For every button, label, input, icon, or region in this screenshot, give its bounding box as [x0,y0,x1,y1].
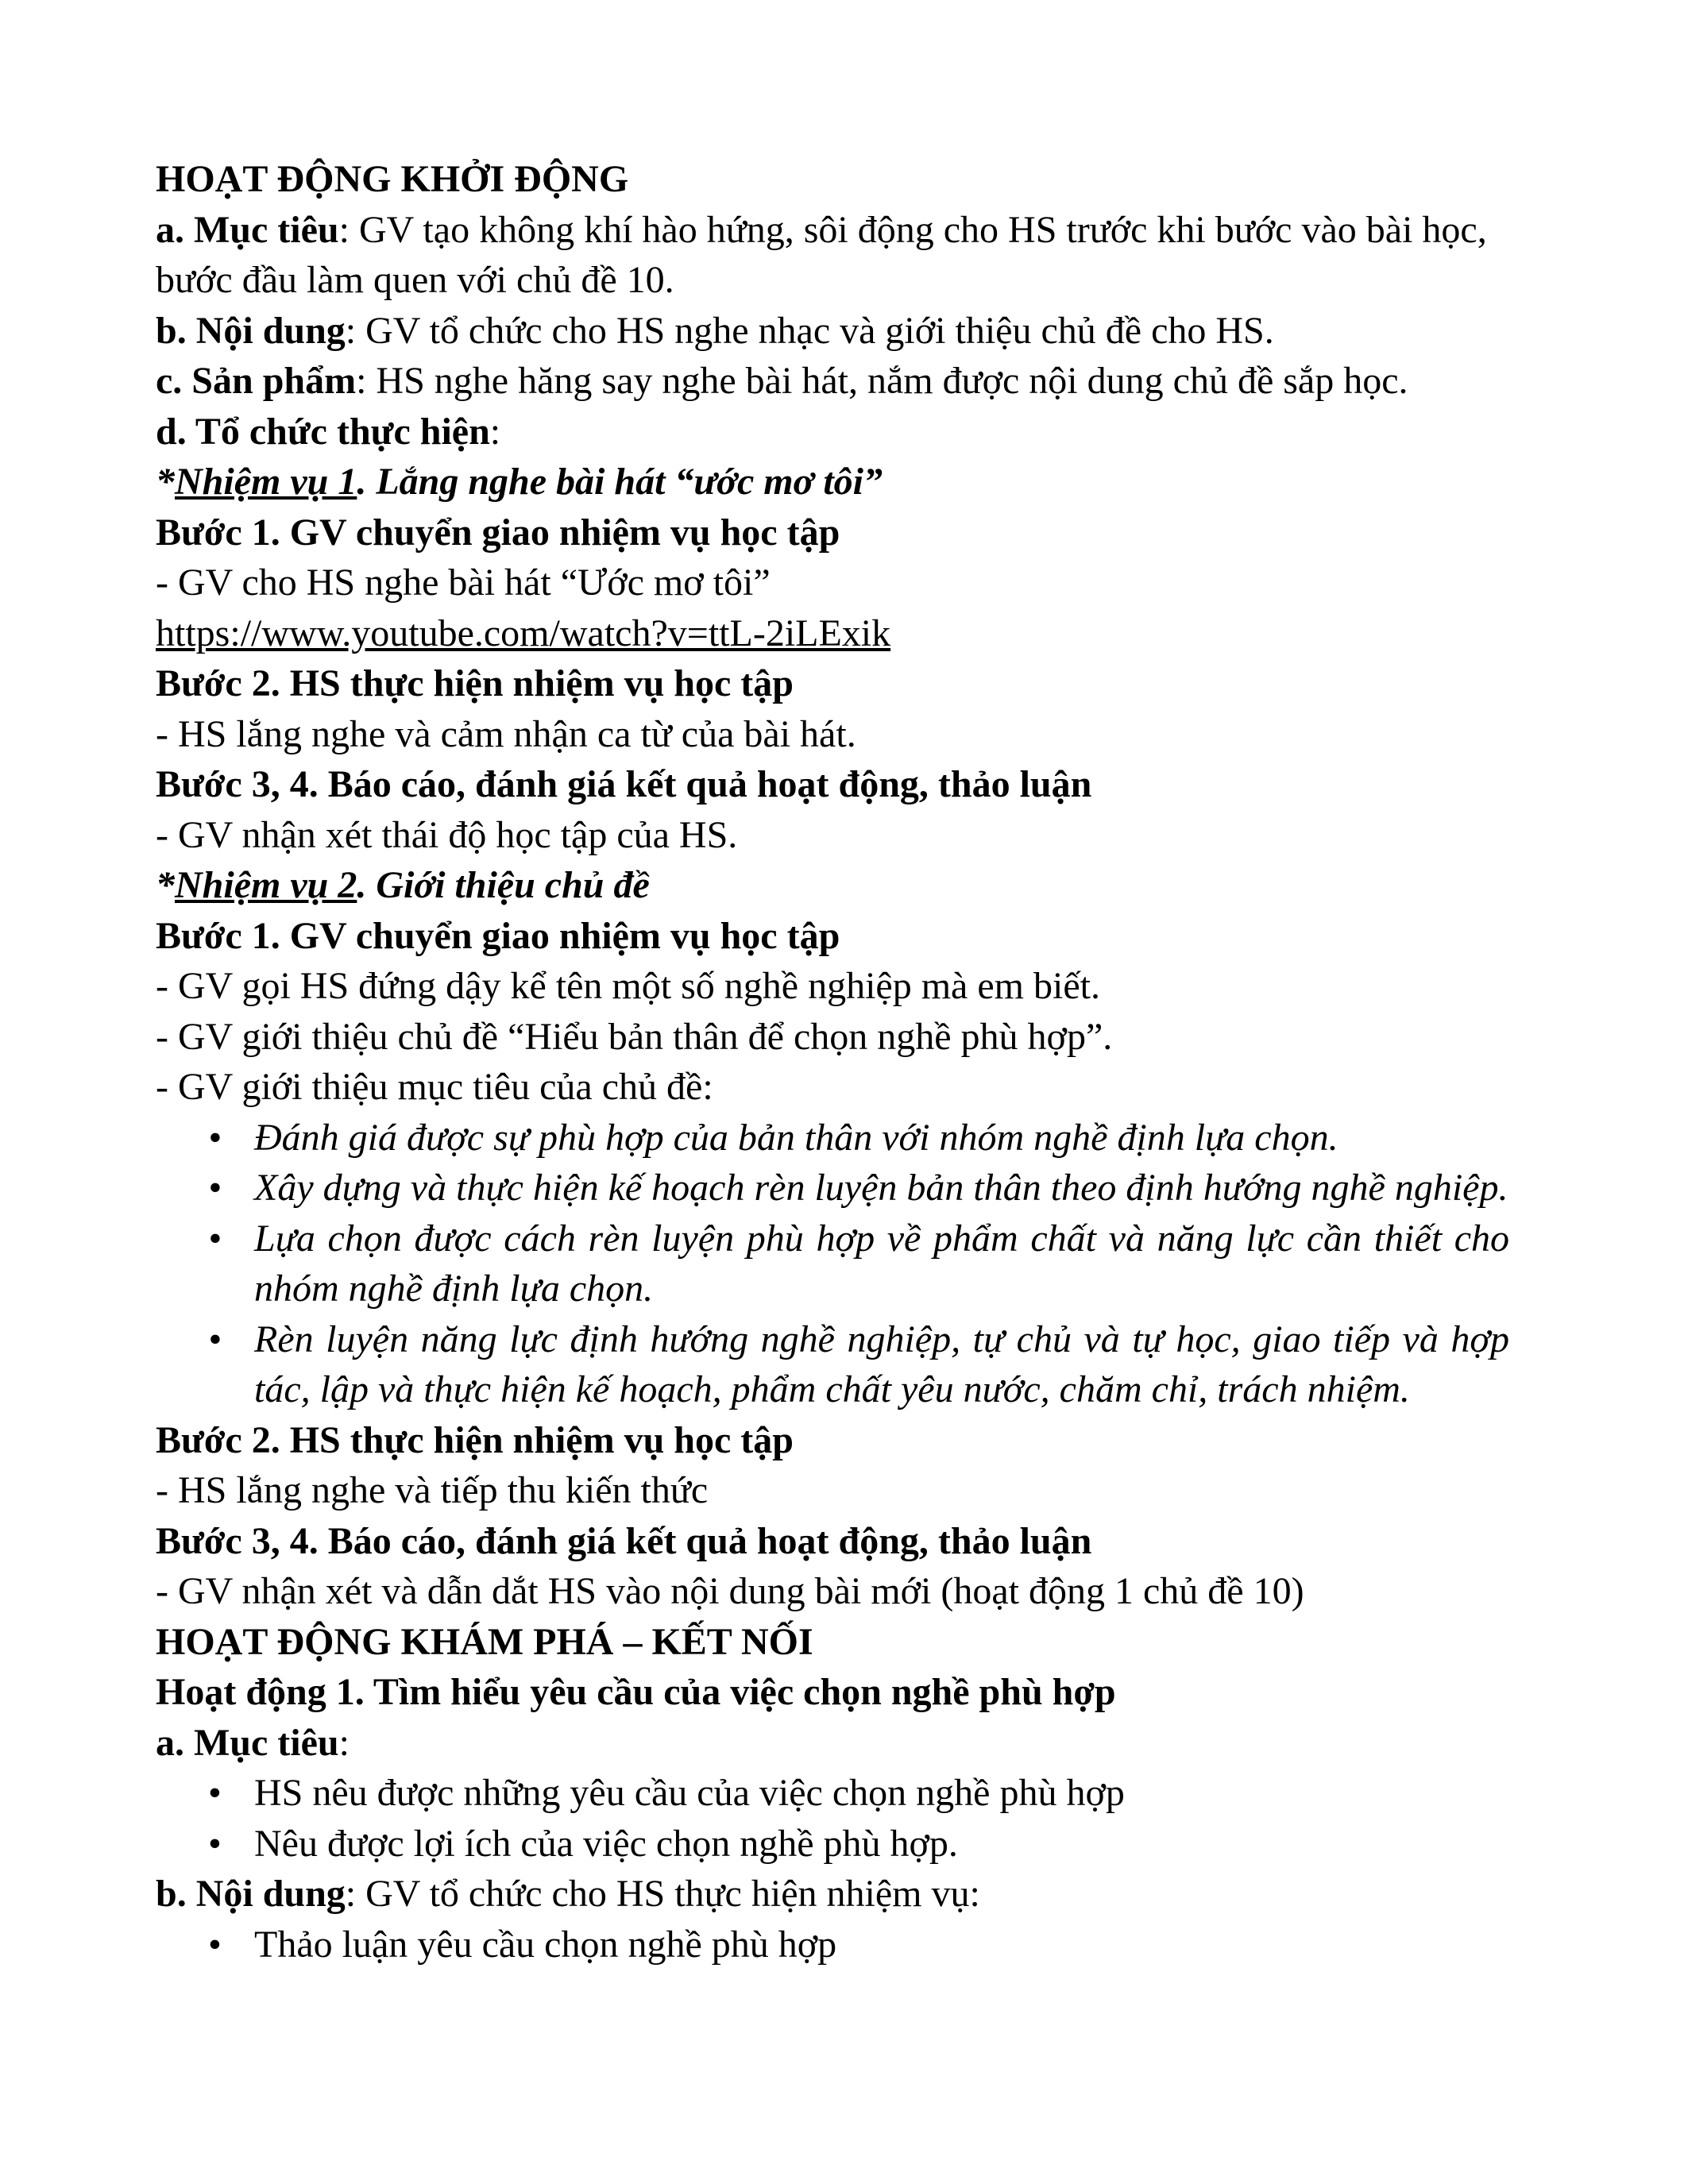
noi-dung [156,306,1509,357]
step-heading: Bước 1. GV chuyển giao nhiệm vụ học tập [156,914,840,957]
list-item [156,1163,1509,1214]
muc-tieu [156,205,1509,306]
text: : GV tổ chức cho HS thực hiện nhiệm vụ: [345,1873,980,1915]
step-text: - GV giới thiệu mục tiêu của chủ đề: [156,1066,713,1108]
text: : [338,1721,350,1764]
item-text: HS nêu được những yêu cầu của việc chọn nghề phù hợp [254,1772,1125,1814]
bullet-icon: • [208,1822,222,1865]
heading-kham-pha: HOẠT ĐỘNG KHÁM PHÁ – KẾT NỐI [156,1620,813,1663]
step-text: - GV nhận xét thái độ học tập của HS. [156,813,738,856]
label: Nhiệm vụ 1 [175,461,357,503]
star: * [156,461,175,503]
list-item [156,1113,1509,1163]
activity-heading: Hoạt động 1. Tìm hiểu yêu cầu của việc chọn nghề phù hợp [156,1671,1116,1713]
step-text: - GV gọi HS đứng dậy kể tên một số nghề nghiệp mà em biết. [156,965,1100,1007]
text: : HS nghe hăng say nghe bài hát, nắm được nội dung chủ đề sắp học. [356,360,1408,402]
item-text: Đánh giá được sự phù hợp của bản thân với nhóm nghề định lựa chọn. [254,1116,1338,1159]
list-item [156,1768,1509,1819]
label: d. Tổ chức thực hiện [156,410,490,453]
step-heading: Bước 2. HS thực hiện nhiệm vụ học tập [156,662,794,704]
youtube-link[interactable]: https://www.youtube.com/watch?v=ttL-2iLExik [156,612,891,654]
item-text: Nêu được lợi ích của việc chọn nghề phù hợp. [254,1822,958,1865]
goals-list [156,1113,1509,1415]
list-item [156,1920,1509,1970]
step-text: - GV giới thiệu chủ đề “Hiểu bản thân để chọn nghề phù hợp”. [156,1015,1113,1058]
title: . Giới thiệu chủ đề [357,864,650,906]
list-item [156,1314,1509,1415]
bullet-icon: • [208,1116,222,1159]
bullet-icon: • [208,1167,222,1209]
label: c. Sản phẩm [156,360,357,402]
text: : [489,410,501,453]
label: a. Mục tiêu [156,1721,339,1764]
item-text: Lựa chọn được cách rèn luyện phù hợp về phẩm chất và năng lực cần thiết cho nhóm nghề định lựa chọn. [254,1217,1509,1310]
text: : GV tổ chức cho HS nghe nhạc và giới thiệu chủ đề cho HS. [345,309,1274,352]
hd1-tasks-list [156,1920,1509,1970]
text: : GV tạo không khí hào hứng, sôi động cho HS trước khi bước vào bài học, bước đầu làm quen với chủ đề 10. [156,208,1487,301]
step-heading: Bước 3, 4. Báo cáo, đánh giá kết quả hoạt động, thảo luận [156,1519,1092,1562]
list-item [156,1819,1509,1870]
to-chuc [156,407,1509,457]
label: Nhiệm vụ 2 [175,864,357,906]
title: . Lắng nghe bài hát “ước mơ tôi” [357,461,883,503]
step-text: - GV nhận xét và dẫn dắt HS vào nội dung bài mới (hoạt động 1 chủ đề 10) [156,1570,1304,1612]
document-page [156,154,1509,1970]
step-text: - HS lắng nghe và cảm nhận ca từ của bài hát. [156,712,856,755]
step-heading: Bước 1. GV chuyển giao nhiệm vụ học tập [156,511,840,554]
star: * [156,864,175,906]
step-text: - GV cho HS nghe bài hát “Ước mơ tôi” [156,561,771,604]
nhiem-vu-2-heading [156,860,1509,911]
hd1-noi-dung [156,1869,1509,1920]
item-text: Xây dựng và thực hiện kế hoạch rèn luyện bản thân theo định hướng nghề nghiệp. [254,1167,1508,1209]
hd1-goals-list [156,1768,1509,1869]
bullet-icon: • [208,1772,222,1814]
label: b. Nội dung [156,309,346,352]
hd1-muc-tieu [156,1718,1509,1769]
nhiem-vu-1-heading [156,457,1509,507]
item-text: Rèn luyện năng lực định hướng nghề nghiệp, tự chủ và tự học, giao tiếp và hợp tác, lập và thực hiện kế hoạch, phẩm chất yêu nước, chăm chỉ, trách nhiệm. [254,1318,1509,1410]
bullet-icon: • [208,1318,222,1360]
list-item [156,1214,1509,1314]
label: a. Mục tiêu [156,208,339,251]
step-heading: Bước 3, 4. Báo cáo, đánh giá kết quả hoạt động, thảo luận [156,763,1092,805]
step-heading: Bước 2. HS thực hiện nhiệm vụ học tập [156,1418,794,1461]
bullet-icon: • [208,1217,222,1260]
item-text: Thảo luận yêu cầu chọn nghề phù hợp [254,1923,837,1966]
san-pham [156,356,1509,407]
label: b. Nội dung [156,1873,346,1915]
step-text: - HS lắng nghe và tiếp thu kiến thức [156,1469,709,1511]
heading-khoi-dong: HOẠT ĐỘNG KHỞI ĐỘNG [156,158,629,200]
bullet-icon: • [208,1923,222,1966]
